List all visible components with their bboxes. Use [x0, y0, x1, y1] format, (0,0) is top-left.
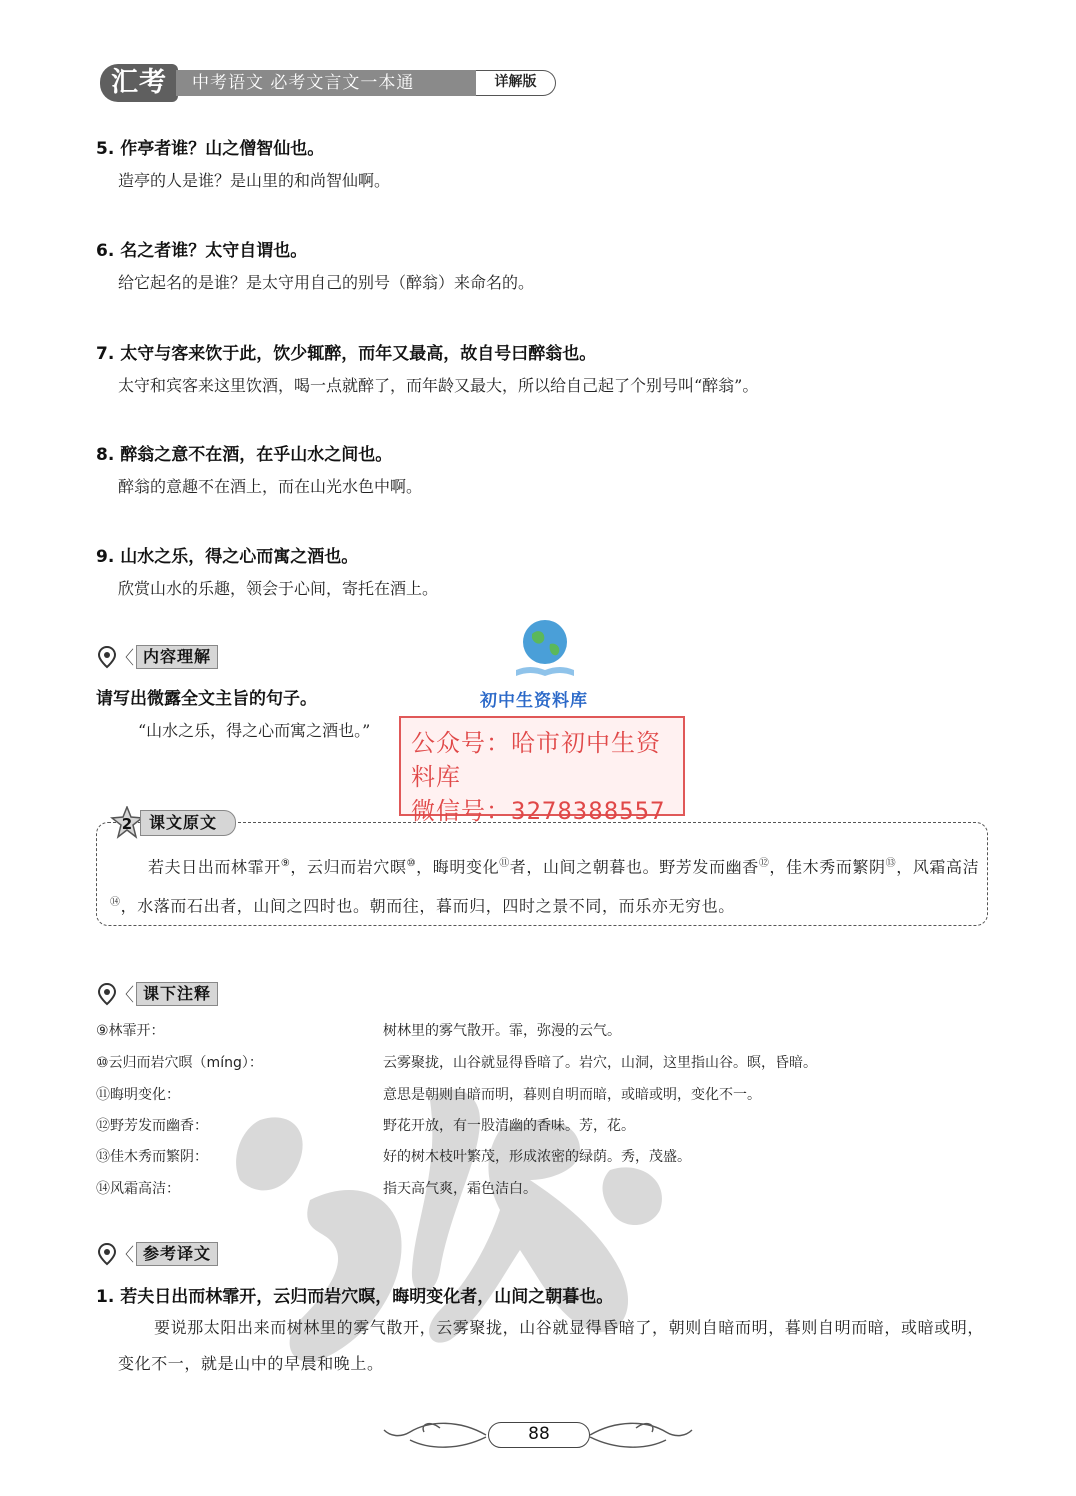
content-answer: “山水之乐，得之心而寓之酒也。” [138, 721, 371, 740]
stamp-line-2: 微信号：3278388557 [411, 797, 666, 825]
note-definition: 云雾聚拢，山谷就显得昏暗了。岩穴，山洞，这里指山谷。暝，昏暗。 [383, 1055, 817, 1071]
question-8: 8. 醉翁之意不在酒，在乎山水之间也。 [96, 445, 393, 465]
note-term: ⑭风霜高洁： [96, 1181, 180, 1197]
note-definition: 树林里的雾气散开。霏，弥漫的云气。 [383, 1023, 621, 1039]
section-tab-content [96, 645, 218, 669]
answer-5: 造亭的人是谁？是山里的和尚智仙啊。 [118, 171, 391, 190]
location-pin-icon [96, 645, 118, 669]
page-number: 88 [488, 1422, 590, 1448]
translation-answer: 要说那太阳出来而树林里的雾气散开，云雾聚拢，山谷就显得昏暗了，朝则自暗而明，暮则自明而暗，或暗或明，变化不一，就是山中的早晨和晚上。 [118, 1318, 985, 1373]
chevron-left-icon: 〈 [116, 985, 134, 1006]
section-label: 参考译文 [136, 1242, 218, 1266]
answer-6: 给它起名的是谁？是太守用自己的别号（醉翁）来命名的。 [118, 273, 535, 292]
note-definition: 好的树木枝叶繁茂，形成浓密的绿荫。秀，茂盛。 [383, 1149, 691, 1165]
location-pin-icon [96, 982, 118, 1006]
section-label: 内容理解 [136, 645, 218, 669]
question-5: 5. 作亭者谁？山之僧智仙也。 [96, 139, 325, 159]
badge-star-icon [110, 806, 144, 840]
section-label: 课文原文 [140, 810, 236, 836]
question-6: 6. 名之者谁？太守自谓也。 [96, 241, 308, 261]
edition-tag: 详解版 [476, 70, 556, 96]
stamp-line-1: 公众号：哈市初中生资料库 [411, 729, 661, 791]
note-definition: 意思是朝则自暗而明，暮则自明而暗，或暗或明，变化不一。 [383, 1087, 761, 1103]
note-term: ⑫野芳发而幽香： [96, 1118, 208, 1134]
question-9: 9. 山水之乐，得之心而寓之酒也。 [96, 547, 359, 567]
watermark-logo-text: 初中生资料库 [480, 691, 588, 711]
note-term: ⑩云归而岩穴暝（míng）： [96, 1055, 263, 1071]
answer-9: 欣赏山水的乐趣，领会于心间，寄托在酒上。 [118, 579, 439, 598]
section-tab-notes [96, 982, 218, 1006]
globe-book-logo-icon [510, 614, 580, 686]
note-definition: 野花开放，有一股清幽的香味。芳，花。 [383, 1118, 635, 1134]
section-label: 课下注释 [136, 982, 218, 1006]
question-7: 7. 太守与客来饮于此，饮少辄醉，而年又最高，故自号曰醉翁也。 [96, 344, 597, 364]
note-term: ⑪晦明变化： [96, 1087, 180, 1103]
series-title: 中考语文 必考文言文一本通 [176, 70, 476, 96]
answer-7: 太守和宾客来这里饮酒，喝一点就醉了，而年龄又最大，所以给自己起了个别号叫“醉翁”。 [118, 376, 759, 395]
original-text: 若夫日出而林霏开⑨，云归而岩穴暝⑩，晦明变化⑪者，山间之朝暮也。野芳发而幽香⑫，佳木秀而繁阴⑬，风霜高洁⑭，水落而石出者，山间之四时也。朝而往，暮而归，四时之景不同，而乐亦无穷也。 [110, 857, 980, 916]
location-pin-icon [96, 1242, 118, 1266]
translation-question: 1. 若夫日出而林霏开，云归而岩穴暝，晦明变化者，山间之朝暮也。 [96, 1287, 614, 1307]
section-tab-original [110, 806, 236, 840]
section-tab-translation [96, 1242, 218, 1266]
chevron-left-icon: 〈 [116, 1245, 134, 1266]
note-term: ⑬佳木秀而繁阴： [96, 1149, 208, 1165]
note-definition: 指天高气爽，霜色洁白。 [383, 1181, 537, 1197]
contact-stamp [399, 716, 685, 825]
section-number: 2 [121, 815, 133, 833]
chevron-left-icon: 〈 [116, 648, 134, 669]
answer-8: 醉翁的意趣不在酒上，而在山光水色中啊。 [118, 477, 423, 496]
series-logo: 汇考 [100, 64, 178, 102]
note-term: ⑨林霏开： [96, 1023, 165, 1039]
content-question: 请写出微露全文主旨的句子。 [96, 689, 317, 709]
